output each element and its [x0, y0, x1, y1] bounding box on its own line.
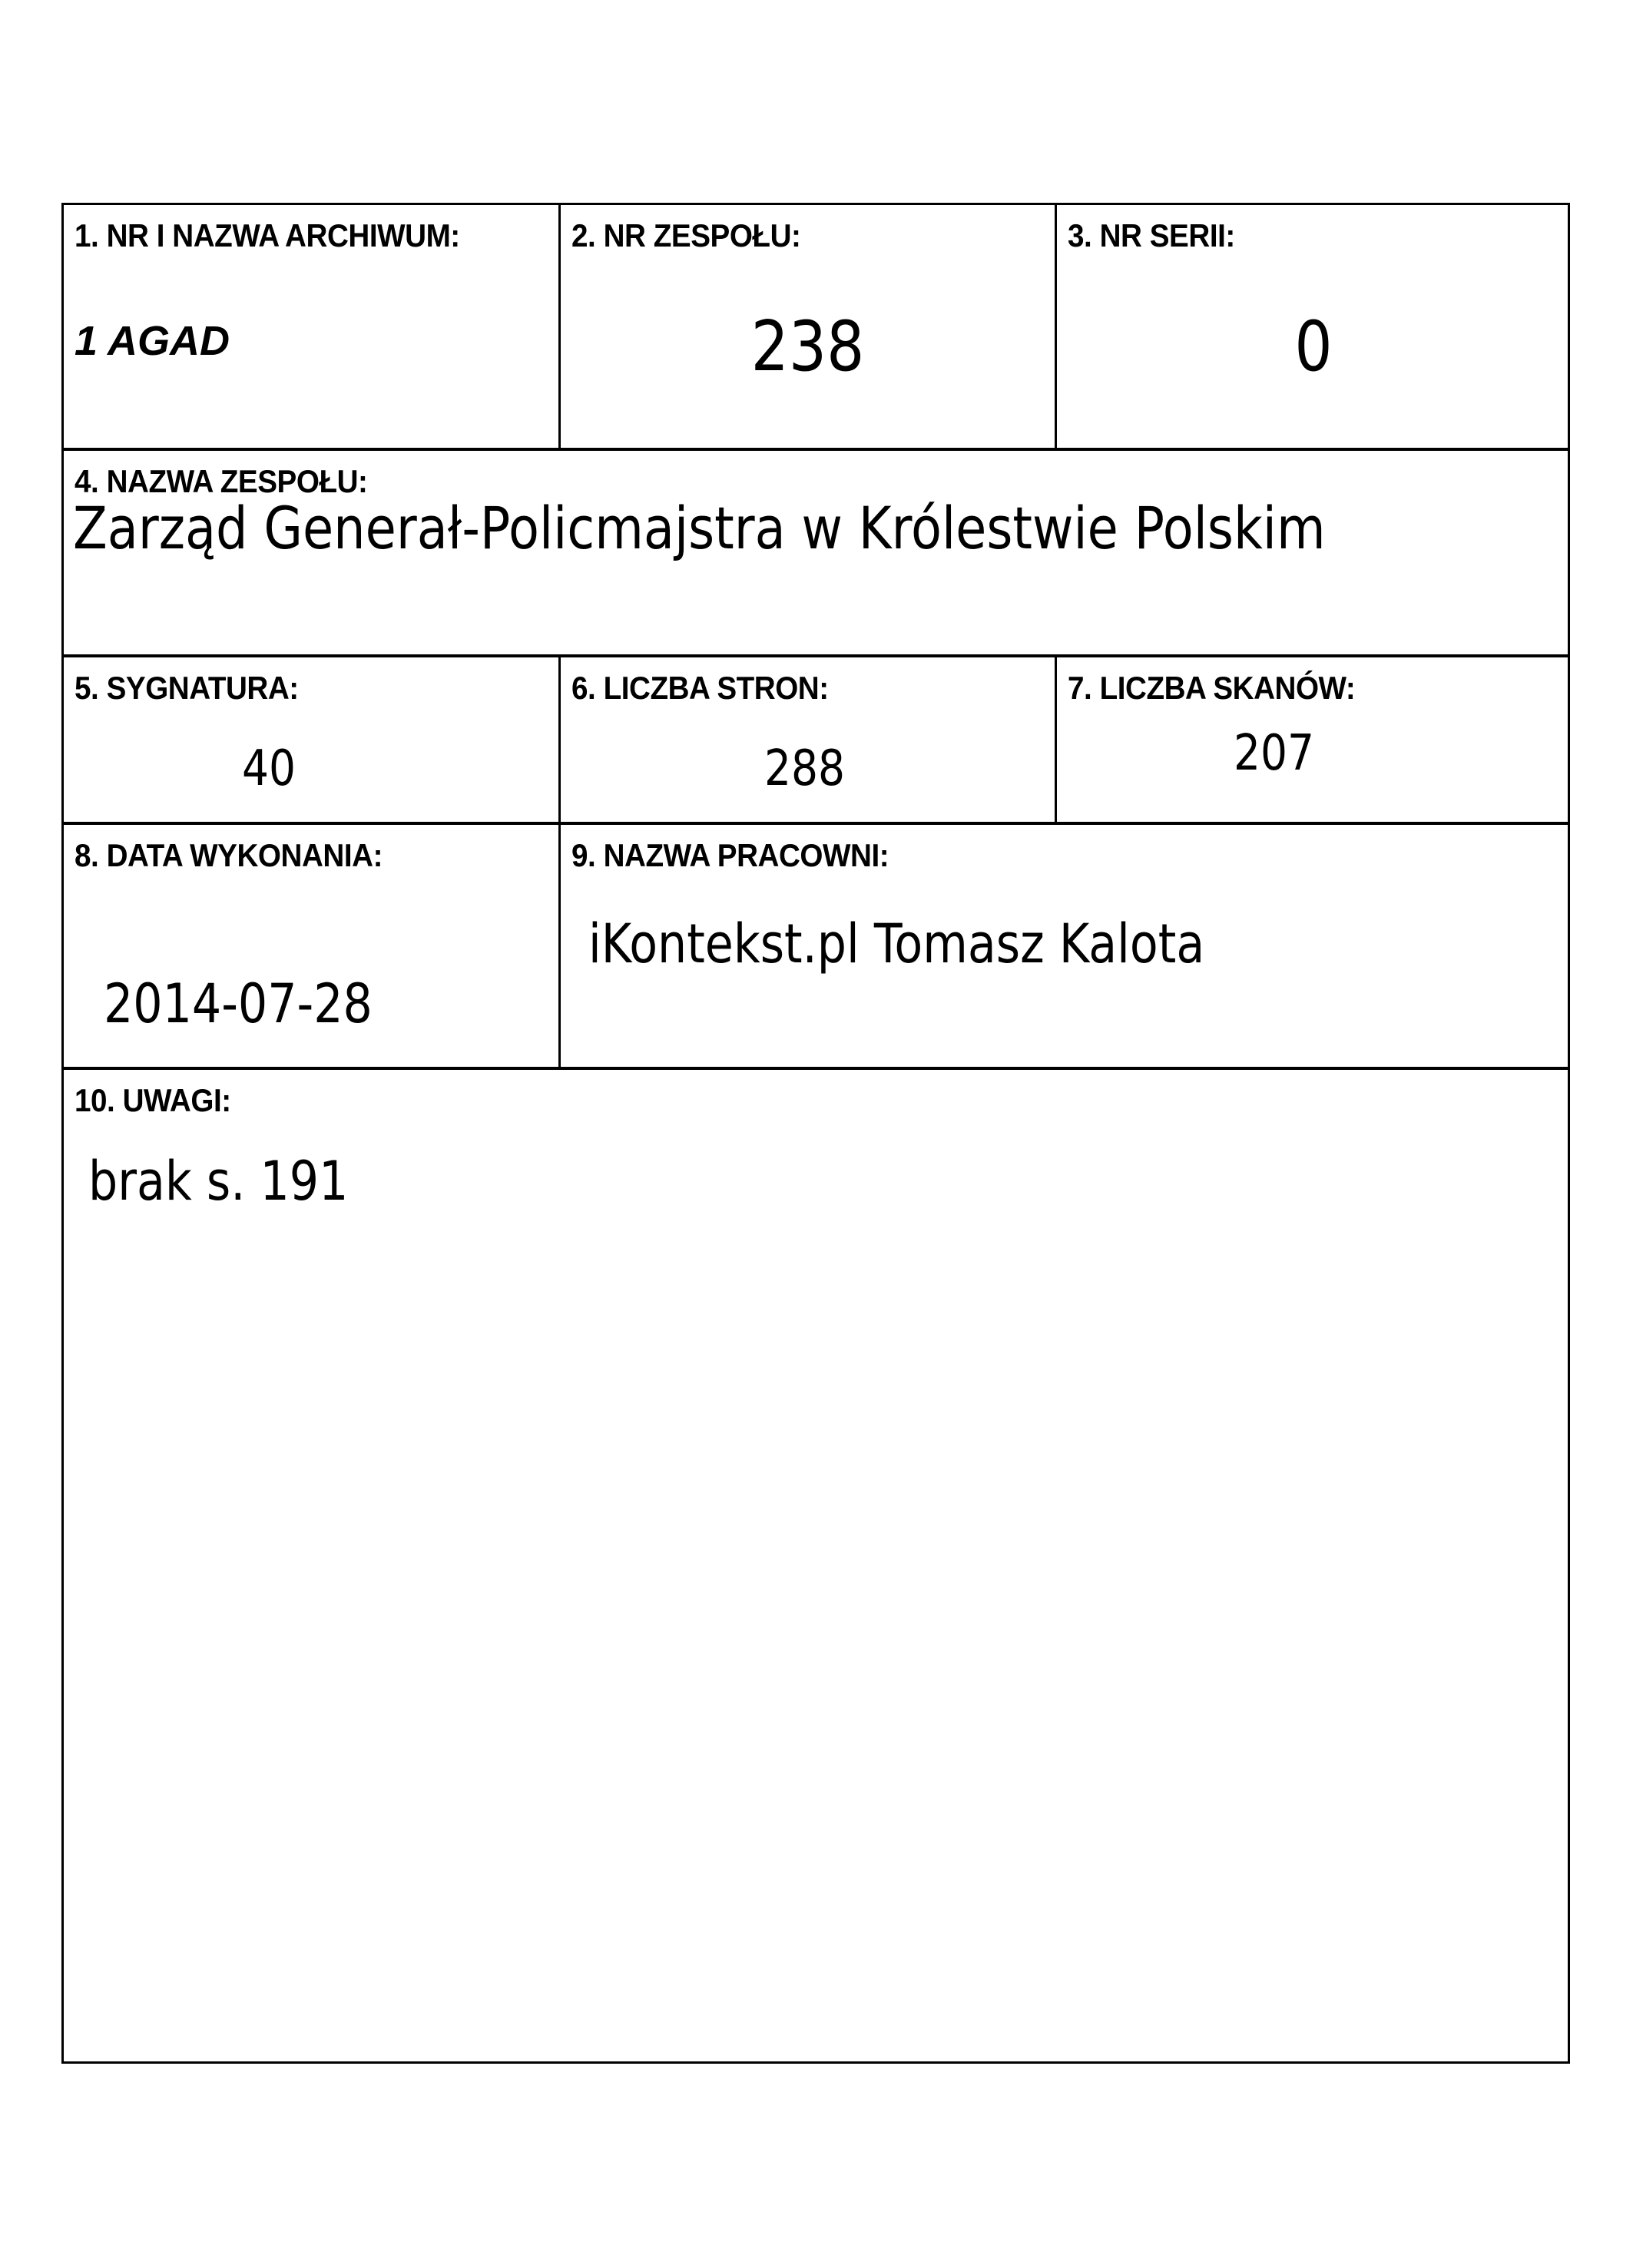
field-workshop-name [561, 825, 1570, 1067]
field-page-count [561, 657, 1055, 822]
field-label: 5. SYGNATURA: [75, 670, 299, 706]
field-label: 8. DATA WYKONANIA: [75, 837, 383, 873]
field-value: 207 [1234, 725, 1315, 782]
field-label: 6. LICZBA STRON: [571, 670, 829, 706]
field-remarks [64, 1070, 1570, 2064]
field-series-number [1057, 205, 1570, 448]
field-scan-count [1057, 657, 1570, 822]
field-fonds-number [561, 205, 1055, 448]
field-label: 7. LICZBA SKANÓW: [1068, 670, 1356, 706]
field-value: 2014-07-28 [104, 972, 373, 1035]
field-signature [64, 657, 558, 822]
field-value: iKontekst.pl Tomasz Kalota [588, 912, 1205, 975]
field-value: brak s. 191 [88, 1150, 349, 1213]
archive-metadata-form [61, 203, 1570, 2064]
field-value: 1 AGAD [75, 318, 230, 364]
field-label: 3. NR SERII: [1068, 217, 1235, 253]
field-label: 9. NAZWA PRACOWNI: [571, 837, 889, 873]
field-value: 288 [764, 740, 846, 797]
field-creation-date [64, 825, 558, 1067]
field-value: Zarząd Generał-Policmajstra w Królestwie Polskim [73, 494, 1326, 562]
field-label: 4. NAZWA ZESPOŁU: [75, 463, 368, 499]
field-label: 2. NR ZESPOŁU: [571, 217, 801, 253]
field-archive [64, 205, 558, 448]
field-value: 0 [1294, 306, 1333, 387]
field-label: 10. UWAGI: [75, 1082, 231, 1118]
field-label: 1. NR I NAZWA ARCHIWUM: [75, 217, 460, 253]
field-value: 238 [750, 306, 865, 387]
field-value: 40 [242, 740, 296, 797]
field-fonds-name [64, 451, 1570, 654]
